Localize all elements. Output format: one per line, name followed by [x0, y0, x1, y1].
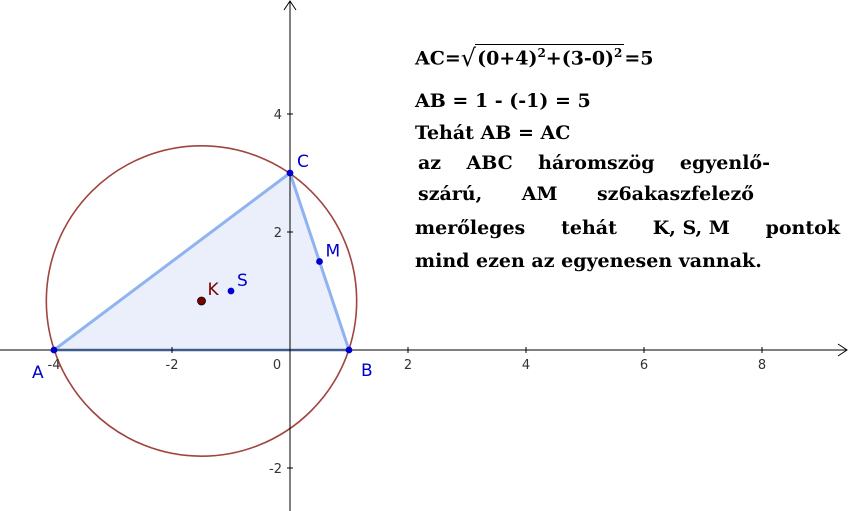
point-label-s: S: [237, 271, 248, 291]
exp-2: 2: [614, 46, 623, 60]
x-tick-label: 4: [521, 358, 531, 373]
point-a[interactable]: [51, 347, 57, 353]
y-tick-label: -2: [269, 462, 282, 477]
word: sz6akaszfelező: [596, 183, 754, 205]
ac-result: =5: [624, 47, 654, 70]
x-tick-label: -2: [165, 358, 179, 373]
point-s[interactable]: [228, 288, 234, 294]
radicand-2: (3-0): [561, 47, 615, 70]
point-label-c: C: [297, 152, 309, 172]
ac-lhs: AC=: [415, 47, 461, 70]
ac-formula: [415, 44, 654, 73]
point-label-k: K: [207, 280, 219, 301]
x-tick-label: 6: [639, 358, 649, 373]
paragraph-line-2: [418, 185, 754, 204]
y-tick-label: 2: [273, 226, 282, 241]
word: szárú,: [418, 183, 483, 205]
x-tick-label: -4: [47, 358, 61, 373]
word: K, S, M: [652, 217, 730, 239]
word: ABC: [466, 152, 513, 174]
ab-line: AB = 1 - (-1) = 5: [415, 90, 591, 112]
point-m[interactable]: [317, 259, 323, 265]
paragraph-line-1: [418, 154, 770, 173]
word: tehát: [561, 217, 617, 239]
exp-1: 2: [537, 46, 546, 60]
triangle-abc[interactable]: [54, 173, 349, 350]
point-k[interactable]: [198, 297, 206, 305]
point-c[interactable]: [287, 170, 293, 176]
word: egyenlő-: [679, 152, 770, 174]
point-label-a: A: [32, 363, 44, 383]
radicand: [475, 44, 624, 68]
point-b[interactable]: [346, 347, 352, 353]
word: az: [418, 152, 442, 174]
x-tick-label: 2: [403, 358, 413, 373]
word: háromszög: [538, 152, 655, 174]
paragraph-line-4: mind ezen az egyenesen vannak.: [415, 250, 762, 272]
x-tick-label: 8: [757, 358, 767, 373]
paragraph-line-3: [415, 219, 840, 238]
x-tick-label: 0: [272, 358, 282, 373]
y-tick-label: 4: [273, 108, 282, 123]
word: AM: [521, 183, 558, 205]
word: merőleges: [415, 217, 526, 239]
plus-sign: +: [545, 47, 562, 70]
tehat-line: Tehát AB = AC: [415, 122, 571, 144]
sqrt-icon: √: [460, 44, 477, 73]
radicand-1: (0+4): [477, 47, 538, 70]
point-label-b: B: [361, 361, 373, 381]
word: pontok: [765, 217, 840, 239]
point-label-m: M: [325, 241, 341, 262]
